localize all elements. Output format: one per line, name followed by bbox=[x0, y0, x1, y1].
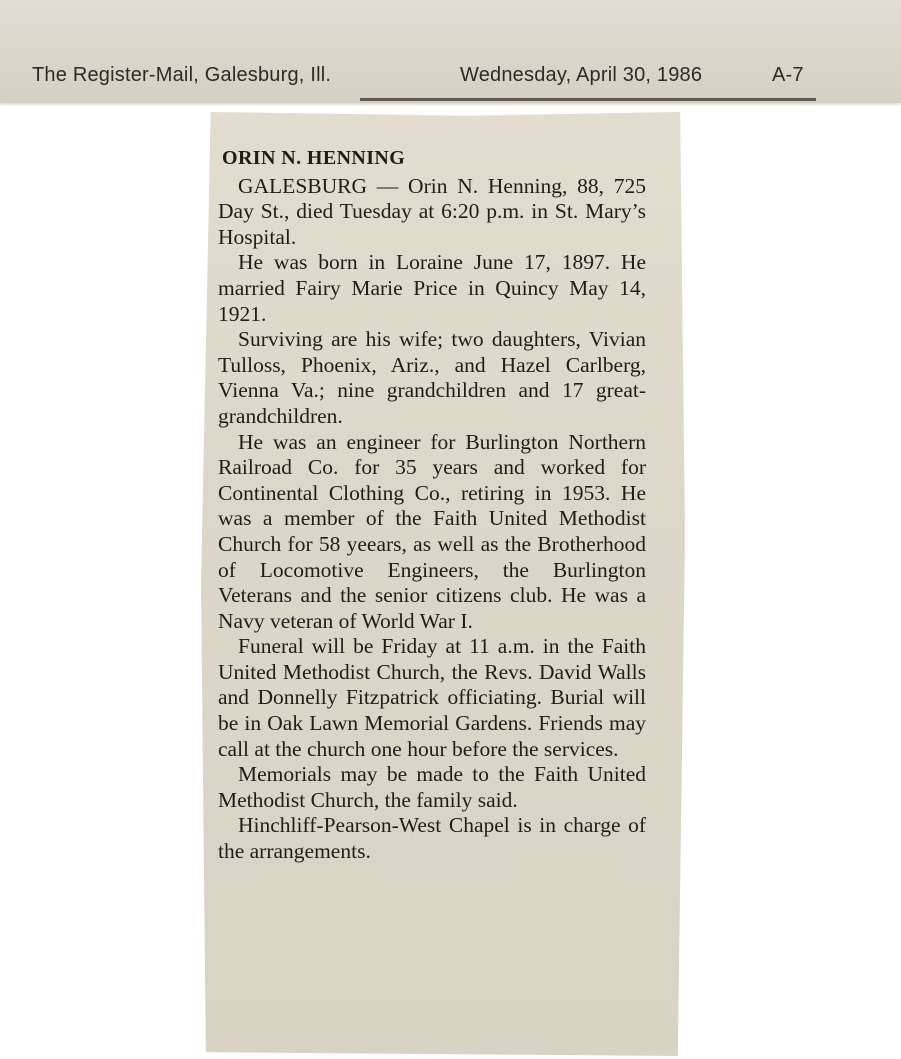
obituary-paragraph: He was born in Loraine June 17, 1897. He married Fairy Marie Price in Quincy May 14, 1921. bbox=[218, 250, 646, 326]
masthead-clipping bbox=[0, 0, 901, 103]
publication-name: The Register-Mail, Galesburg, Ill. bbox=[32, 64, 332, 86]
obituary-paragraph: Hinchliff-Pearson-West Chapel is in charge of the arrangements. bbox=[218, 813, 646, 864]
obituary-headline: ORIN N. HENNING bbox=[222, 147, 406, 169]
obituary-paragraph: GALESBURG — Orin N. Henning, 88, 725 Day St., died Tuesday at 6:20 p.m. in St. Mary’s Hospital. bbox=[218, 173, 646, 249]
publication-date: Wednesday, April 30, 1986 bbox=[460, 64, 703, 86]
obituary-paragraph: Funeral will be Friday at 11 a.m. in the Faith United Methodist Church, the Revs. David Walls and Donnelly Fitzpatrick officiating. Burial will be in Oak Lawn Memorial Gardens. Friends may call at the church one hour before the services. bbox=[218, 634, 646, 761]
masthead-rule bbox=[360, 98, 816, 101]
obituary-paragraph: He was an engineer for Burlington Northern Railroad Co. for 35 years and worked for Continental Clothing Co., retiring in 1953. He was a member of the Faith United Methodist Church for 58 yeears, as well as the Brotherhood of Locomotive Engineers, the Burlington Veterans and the senior citizens club. He was a Navy veteran of World War I. bbox=[218, 429, 646, 633]
page-number: A-7 bbox=[772, 64, 804, 86]
obituary-paragraph: Surviving are his wife; two daughters, Vivian Tulloss, Phoenix, Ariz., and Hazel Carlberg, Vienna Va.; nine grandchildren and 17 great-grandchildren. bbox=[218, 327, 646, 428]
obituary-article bbox=[218, 146, 646, 865]
masthead bbox=[32, 64, 822, 94]
obituary-paragraph: Memorials may be made to the Faith United Methodist Church, the family said. bbox=[218, 762, 646, 812]
